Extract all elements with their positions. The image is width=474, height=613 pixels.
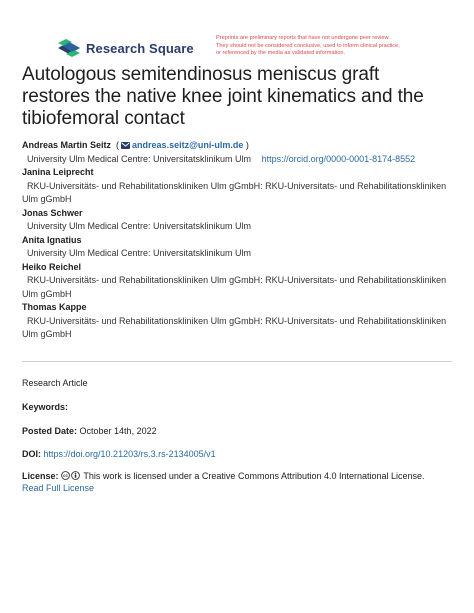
author-entry (22, 139, 462, 166)
author-affiliation: University Ulm Medical Centre: Universitatsklinikum Ulm (27, 248, 252, 258)
author-affiliation-cont: Ulm gGmbH (22, 288, 72, 299)
keywords-label: Keywords: (22, 402, 69, 412)
author-entry (22, 261, 462, 302)
author-name: Heiko Reichel (22, 261, 82, 272)
paren-open: ( (113, 140, 120, 150)
creative-commons-icon (61, 471, 70, 480)
doi-row (22, 448, 216, 460)
author-name: Janina Leiprecht (22, 167, 94, 177)
logo-text: Research Square (86, 40, 194, 56)
author-entry (22, 234, 462, 261)
posted-date-value: October 14th, 2022 (79, 426, 157, 436)
author-affiliation: University Ulm Medical Centre: Universitatsklinikum Ulm (27, 153, 252, 164)
posted-date-row (22, 425, 157, 437)
disclaimer-line: or referenced by the media as validated information. (216, 50, 346, 57)
doi-link[interactable]: https://doi.org/10.21203/rs.3.rs-2134005/v1 (43, 449, 216, 459)
posted-date-label: Posted Date: (22, 426, 78, 436)
author-affiliation: RKU-Universitäts- und Rehabilitationskliniken Ulm gGmbH: RKU-Universitats- und Rehabilitationskliniken (27, 275, 447, 285)
research-square-logo-icon (58, 39, 80, 57)
author-name: Thomas Kappe (22, 302, 87, 312)
author-name: Jonas Schwer (22, 207, 83, 218)
svg-text:cc: cc (63, 473, 68, 479)
preprint-disclaimer (216, 35, 436, 58)
doi-label: DOI: (22, 449, 41, 459)
author-affiliation: RKU-Universitäts- und Rehabilitationskliniken Ulm gGmbH: RKU-Universitats- und Rehabilitationskliniken (27, 315, 447, 326)
author-entry (22, 166, 462, 207)
author-entry (22, 207, 462, 234)
author-affiliation: RKU-Universitäts- und Rehabilitationskliniken Ulm gGmbH: RKU-Universitats- und Rehabilitationskliniken (27, 180, 447, 191)
license-label: License: (22, 471, 59, 481)
disclaimer-line: They should not be considered conclusive, used to inform clinical practice, (216, 42, 400, 49)
license-row (22, 470, 425, 494)
author-affiliation-cont: Ulm gGmbH (22, 329, 72, 339)
author-email-link[interactable]: andreas.seitz@uni-ulm.de (132, 140, 244, 150)
research-square-logo[interactable] (58, 37, 194, 59)
author-name: Anita Ignatius (22, 234, 82, 245)
author-list (22, 139, 462, 342)
envelope-icon (121, 142, 130, 149)
author-entry (22, 301, 462, 342)
section-divider (22, 361, 452, 362)
author-name: Andreas Martin Seitz (22, 140, 112, 150)
disclaimer-line: Preprints are preliminary reports that have not undergone peer review. (216, 35, 390, 41)
paper-title: Autologous semitendinosus meniscus graft restores the native knee joint kinematics and the tibiofemoral contact (22, 64, 424, 129)
article-type (22, 377, 88, 389)
author-affiliation-cont: Ulm gGmbH (22, 194, 72, 204)
license-text: This work is licensed under a Creative Commons Attribution 4.0 International License. (83, 471, 425, 481)
paren-close: ) (243, 140, 249, 150)
attribution-icon (71, 471, 80, 480)
keywords-row (22, 401, 68, 413)
orcid-link[interactable]: https://orcid.org/0000-0001-8174-8552 (261, 153, 416, 164)
read-full-license-link[interactable]: Read Full License (22, 483, 95, 493)
article-type-label: Research Article (22, 378, 88, 388)
author-affiliation: University Ulm Medical Centre: Universitatsklinikum Ulm (27, 221, 252, 231)
